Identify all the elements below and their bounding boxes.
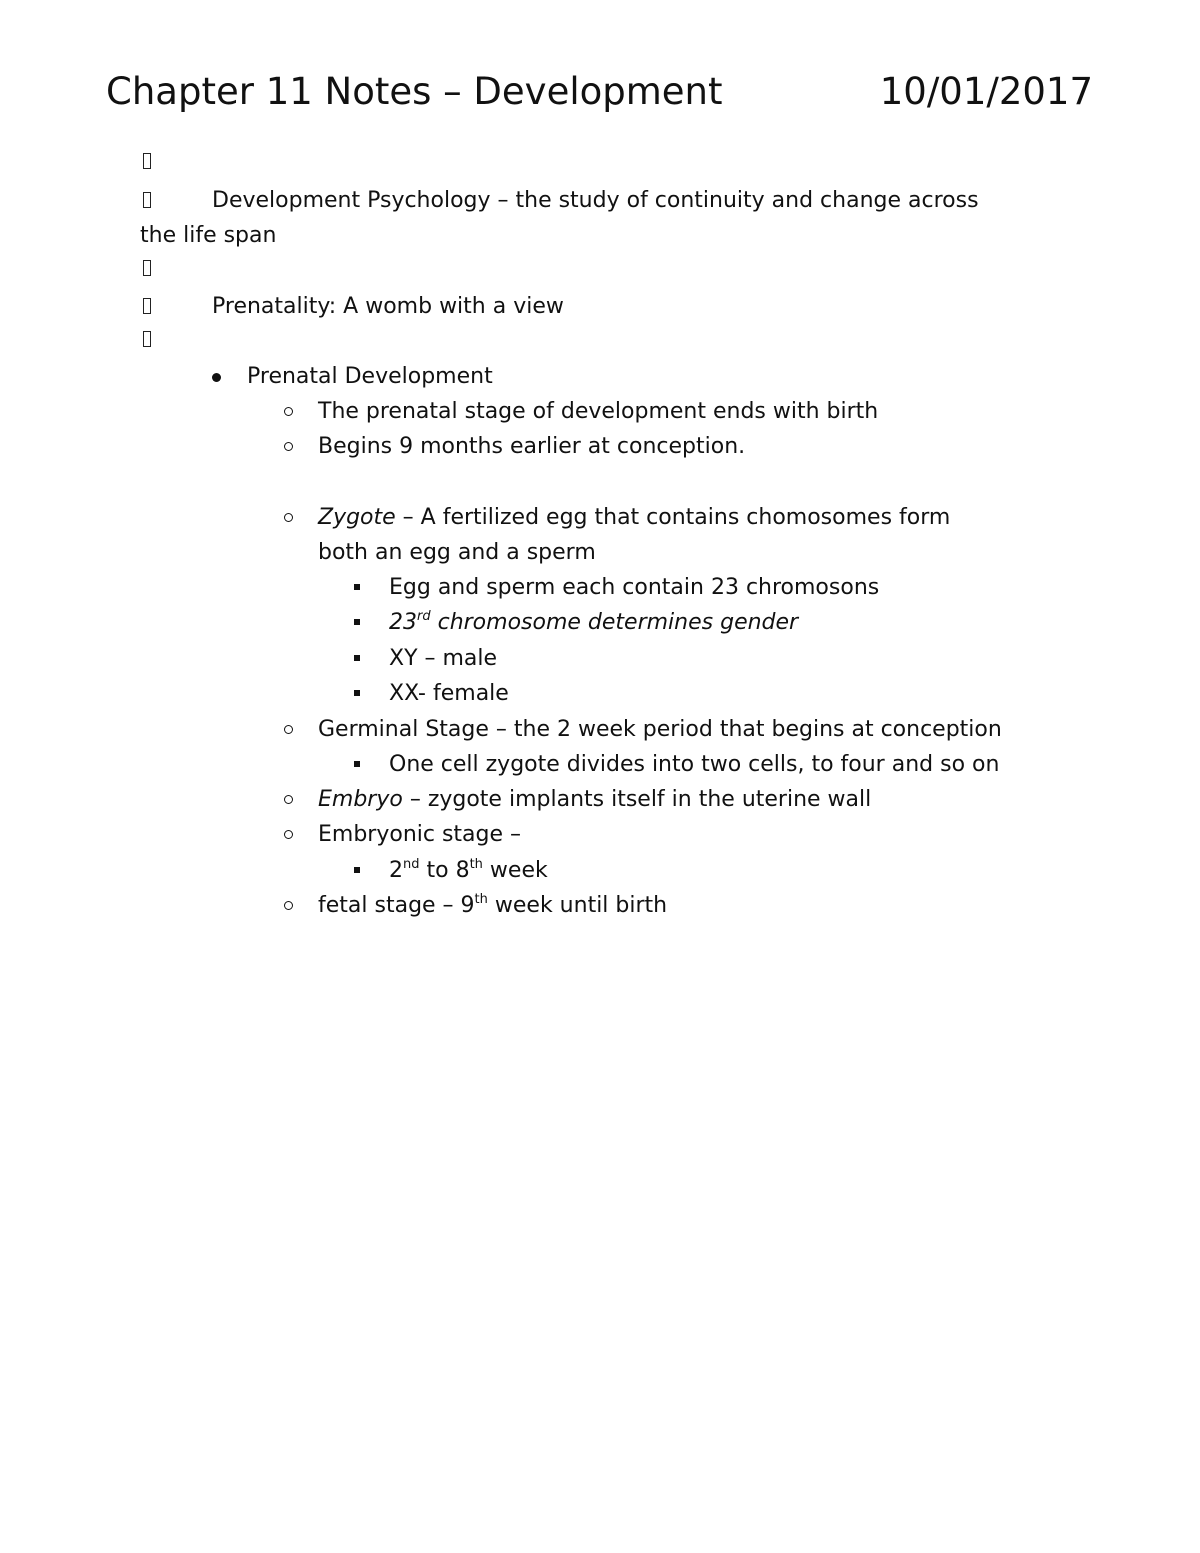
- list-item: [0, 183, 1200, 219]
- list-item: [0, 289, 1200, 325]
- missing-glyph-icon: [143, 260, 151, 276]
- outline-text: both an egg and a sperm: [318, 540, 596, 565]
- bullet-disc-icon: [212, 373, 221, 382]
- missing-glyph-icon: [143, 331, 151, 347]
- bullet-circle-icon: [284, 513, 293, 522]
- number-text: 2: [389, 858, 403, 883]
- outline-level-3-item: [0, 570, 1200, 606]
- outline-text: Germinal Stage – the 2 week period that begins at conception: [318, 717, 1002, 742]
- outline-heading: Prenatal Development: [247, 364, 493, 389]
- outline-level-2-item: [0, 817, 1200, 853]
- outline-level-2-item: [0, 429, 1200, 465]
- list-item-continuation: [0, 218, 1200, 254]
- bullet-circle-icon: [284, 725, 293, 734]
- outline-text: The prenatal stage of development ends with birth: [318, 399, 879, 424]
- ordinal-suffix: rd: [417, 609, 431, 624]
- empty-bullet-line: [0, 144, 1200, 180]
- page-date: 10/01/2017: [879, 70, 1093, 113]
- missing-glyph-icon: [143, 153, 151, 169]
- outline-text: One cell zygote divides into two cells, to four and so on: [389, 752, 1000, 777]
- empty-bullet-line: [0, 322, 1200, 358]
- missing-glyph-icon: [143, 192, 151, 208]
- outline-text-rest: chromosome determines gender: [430, 610, 799, 635]
- embryo-definition: – zygote implants itself in the uterine wall: [402, 787, 872, 812]
- outline-level-2-item: [0, 500, 1200, 536]
- zygote-definition: – A fertilized egg that contains chomosomes form: [395, 505, 951, 530]
- outline-level-3-item: [0, 747, 1200, 783]
- outline-level-1-item: [0, 359, 1200, 395]
- outline-text-rest: week until birth: [487, 893, 668, 918]
- ordinal-suffix: th: [469, 857, 483, 872]
- outline-level-2-item: [0, 712, 1200, 748]
- outline-text: Embryonic stage –: [318, 822, 522, 847]
- outline-text: XX- female: [389, 681, 509, 706]
- bullet-square-icon: [354, 619, 360, 625]
- bullet-square-icon: [354, 761, 360, 767]
- definition-text-continued: the life span: [140, 223, 277, 248]
- outline-level-3-item: [0, 853, 1200, 889]
- bullet-circle-icon: [284, 795, 293, 804]
- outline-text: [318, 782, 871, 818]
- outline-level-3-item: [0, 605, 1200, 641]
- bullet-square-icon: [354, 690, 360, 696]
- outline-level-2-item: [0, 394, 1200, 430]
- missing-glyph-icon: [143, 298, 151, 314]
- bullet-square-icon: [354, 867, 360, 873]
- bullet-circle-icon: [284, 830, 293, 839]
- outline-text: [318, 500, 950, 536]
- ordinal-suffix: nd: [403, 857, 420, 872]
- outline-text-start: fetal stage – 9: [318, 893, 475, 918]
- outline-text: [389, 605, 798, 641]
- outline-level-3-item: [0, 676, 1200, 712]
- bullet-circle-icon: [284, 442, 293, 451]
- bullet-square-icon: [354, 584, 360, 590]
- outline-text: [318, 888, 667, 924]
- outline-text: [389, 853, 548, 889]
- definition-text: Development Psychology – the study of continuity and change across: [212, 188, 979, 213]
- outline-level-3-item: [0, 641, 1200, 677]
- bullet-circle-icon: [284, 407, 293, 416]
- bullet-square-icon: [354, 655, 360, 661]
- term-embryo: Embryo: [318, 787, 403, 812]
- outline-level-2-item: [0, 782, 1200, 818]
- number-text: 23: [389, 610, 417, 635]
- outline-level-2-continuation: [0, 535, 1200, 571]
- outline-text: Egg and sperm each contain 23 chromosons: [389, 575, 880, 600]
- term-zygote: Zygote: [318, 505, 396, 530]
- outline-level-2-item: [0, 888, 1200, 924]
- number-text: to 8: [419, 858, 470, 883]
- outline-text-rest: week: [482, 858, 548, 883]
- empty-bullet-line: [0, 251, 1200, 287]
- outline-text: Begins 9 months earlier at conception.: [318, 434, 746, 459]
- section-heading: Prenatality: A womb with a view: [212, 294, 564, 319]
- outline-text: XY – male: [389, 646, 498, 671]
- page-title: Chapter 11 Notes – Development: [106, 70, 723, 113]
- ordinal-suffix: th: [474, 892, 488, 907]
- bullet-circle-icon: [284, 901, 293, 910]
